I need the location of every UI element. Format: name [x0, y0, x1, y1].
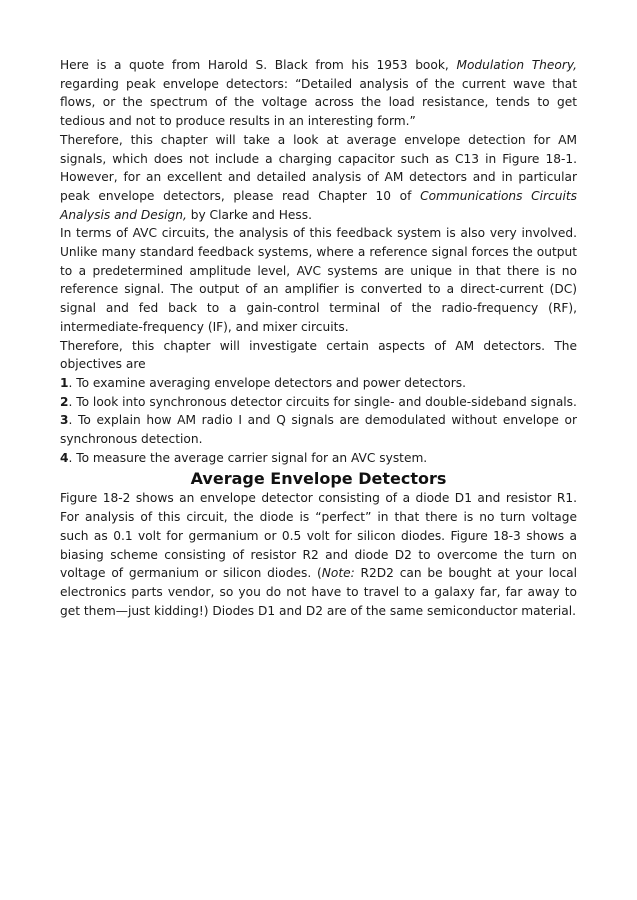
objective-item [60, 449, 577, 468]
objective-number: 4 [60, 450, 69, 465]
section-text-start: Figure 18-2 shows an envelope detector consisting of a diode D1 and resistor R1. For analysis of this circuit, the diode is “perfect” in that there is no turn voltage such as 0.1 volt for germanium or 0.5 volt for silicon diodes. Figure 18-3 shows a biasing scheme consisting of resistor R2 and diode D2 to overcome the turn on voltage of germanium or silicon diodes. ( [60, 491, 577, 581]
book-title-communications-circuits: Communications Circuits Analysis and Design, [60, 188, 577, 222]
objective-text: . To examine averaging envelope detectors and power detectors. [68, 375, 466, 390]
quote-text-start: Here is a quote from Harold S. Black from his 1953 book, [60, 58, 457, 72]
objective-item [60, 393, 577, 412]
objective-number: 2 [60, 394, 69, 409]
quote-paragraph [60, 56, 577, 131]
objective-text: . To explain how AM radio I and Q signals are demodulated without envelope or synchronous detection. [60, 413, 577, 447]
avc-paragraph: In terms of AVC circuits, the analysis of this feedback system is also very involved. Unlike many standard feedback systems, where a reference signal forces the output to a predetermined amplitude level, AVC systems are unique in that there is no reference signal. The output of an amplifier is converted to a direct-current (DC) signal and fed back to a gain-control terminal of the radio-frequency (RF), intermediate-frequency (IF), and mixer circuits. [60, 226, 577, 334]
therefore-text-end: by Clarke and Hess. [186, 207, 312, 222]
section-text-end: R2D2 can be bought at your local electronics parts vendor, so you do not have to travel to a galaxy far, far away to get them—just kidding!) Diodes D1 and D2 are of the same semiconductor material. [60, 566, 577, 618]
objective-number: 1 [60, 375, 69, 390]
book-title-modulation-theory: Modulation Theory, [456, 58, 577, 72]
objective-item [60, 374, 577, 393]
quote-text-end: regarding peak envelope detectors: “Detailed analysis of the current wave that flows, or the spectrum of the voltage across the load resistance, tends to get tedious and not to produce results in an interesting form.” [60, 76, 577, 129]
therefore-text-start: Therefore, this chapter will take a look at average envelope detection for AM signals, which does not include a charging capacitor such as C13 in Figure 18-1. However, for an excellent and detailed analysis of AM detectors and in particular peak envelope detectors, please read Chapter 10 of [60, 132, 577, 203]
objectives-intro: Therefore, this chapter will investigate certain aspects of AM detectors. The objectives are [60, 338, 577, 372]
note-label: Note: [321, 566, 355, 581]
therefore-paragraph [60, 131, 577, 225]
objective-text: . To look into synchronous detector circuits for single- and double-sideband signals. [68, 394, 577, 409]
section-paragraph [60, 489, 577, 620]
objective-number: 3 [60, 413, 69, 428]
document-page [60, 56, 577, 620]
section-heading: Average Envelope Detectors [190, 469, 447, 489]
objective-text: . To measure the average carrier signal for an AVC system. [68, 450, 428, 465]
objective-item [60, 411, 577, 448]
